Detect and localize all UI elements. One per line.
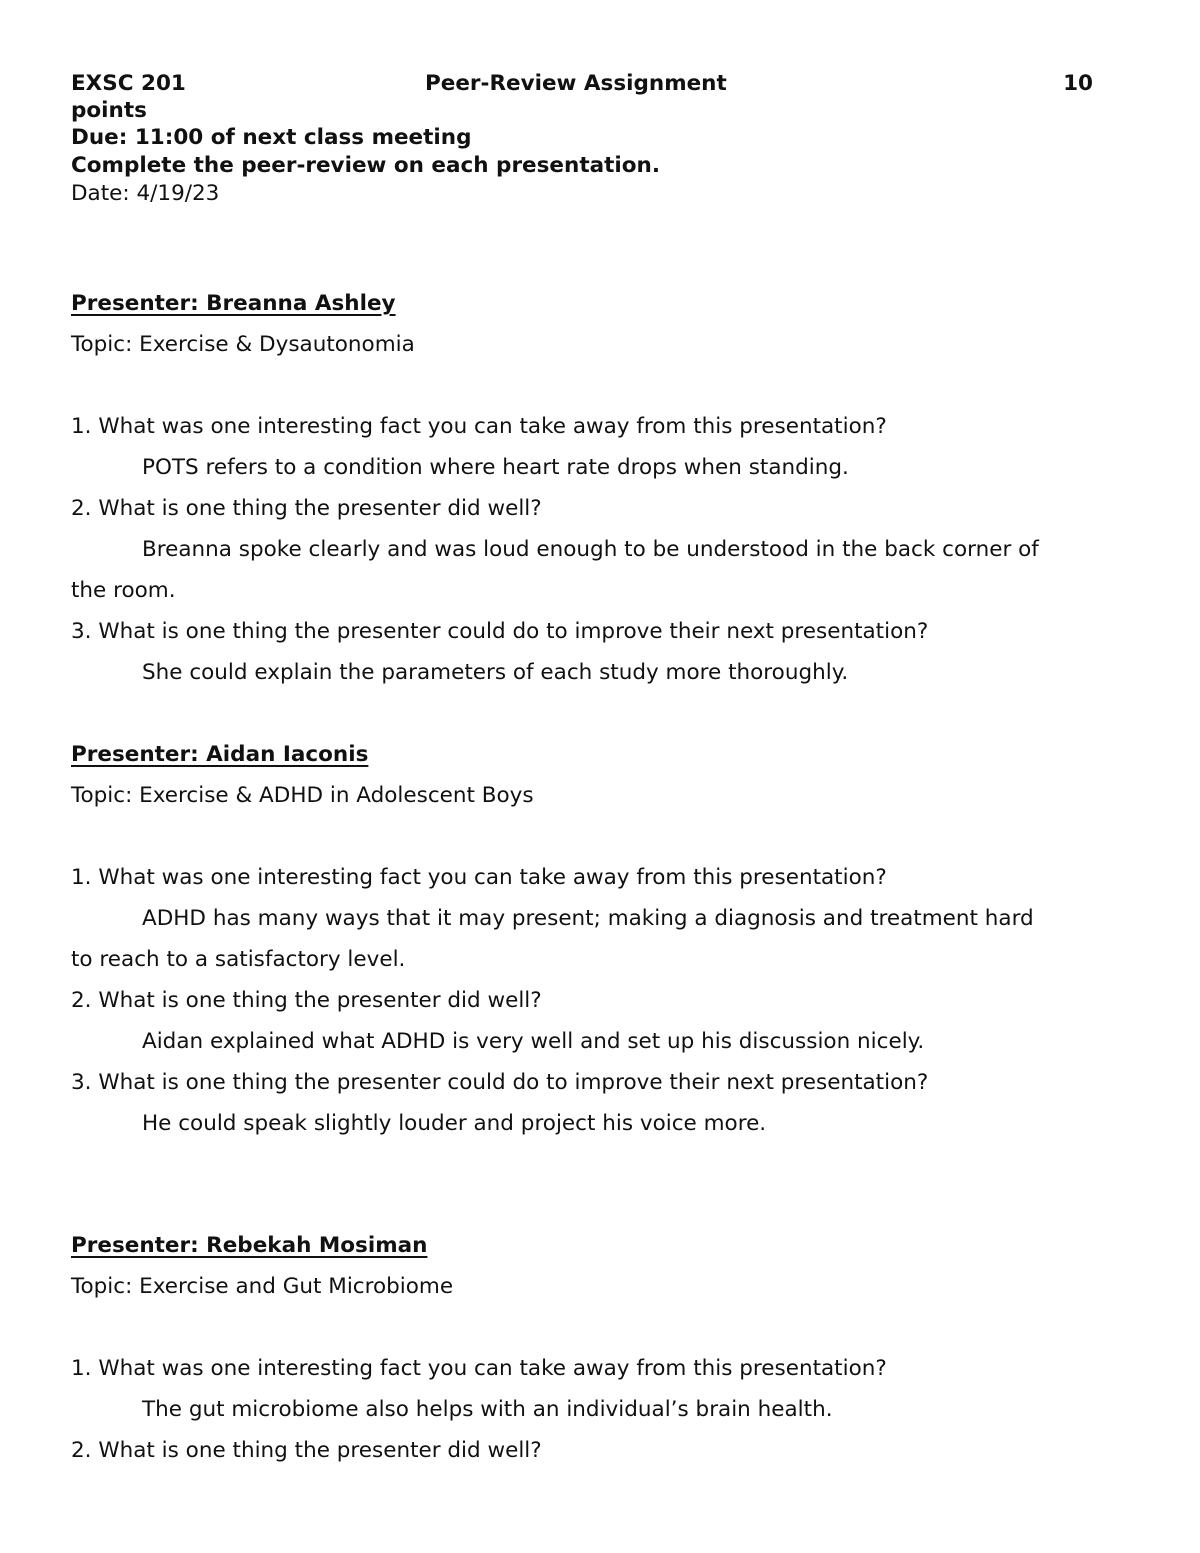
answer-1: POTS refers to a condition where heart rate drops when standing. xyxy=(142,455,849,480)
question-2: 2. What is one thing the presenter did well? xyxy=(71,1438,542,1463)
question-1: 1. What was one interesting fact you can take away from this presentation? xyxy=(71,414,887,439)
question-3: 3. What is one thing the presenter could do to improve their next presentation? xyxy=(71,1070,929,1095)
answer-1: The gut microbiome also helps with an individual’s brain health. xyxy=(142,1397,833,1422)
instruction-line: Complete the peer-review on each presentation. xyxy=(71,153,660,178)
presenter-heading: Presenter: Aidan Iaconis xyxy=(71,742,369,767)
answer-2: Aidan explained what ADHD is very well and set up his discussion nicely. xyxy=(142,1029,925,1054)
answer-2-line-1: Breanna spoke clearly and was loud enough to be understood in the back corner of xyxy=(142,537,1039,562)
topic-line: Topic: Exercise & Dysautonomia xyxy=(71,332,415,357)
topic-line: Topic: Exercise and Gut Microbiome xyxy=(71,1274,454,1299)
question-1: 1. What was one interesting fact you can take away from this presentation? xyxy=(71,865,887,890)
date-line: Date: 4/19/23 xyxy=(71,181,220,206)
course-code: EXSC 201 xyxy=(71,71,186,96)
presenter-heading: Presenter: Breanna Ashley xyxy=(71,291,396,316)
topic-line: Topic: Exercise & ADHD in Adolescent Boys xyxy=(71,783,534,808)
answer-3: She could explain the parameters of each study more thoroughly. xyxy=(142,660,849,685)
question-1: 1. What was one interesting fact you can take away from this presentation? xyxy=(71,1356,887,1381)
question-2: 2. What is one thing the presenter did well? xyxy=(71,496,542,521)
header-row xyxy=(71,70,1093,98)
question-3: 3. What is one thing the presenter could do to improve their next presentation? xyxy=(71,619,929,644)
due-line: Due: 11:00 of next class meeting xyxy=(71,125,472,150)
answer-2-line-2: the room. xyxy=(71,578,176,603)
assignment-title: Peer-Review Assignment xyxy=(425,71,727,96)
points-value: 10 xyxy=(1063,71,1093,96)
answer-1-line-1: ADHD has many ways that it may present; making a diagnosis and treatment hard xyxy=(142,906,1034,931)
points-label: points xyxy=(71,98,147,123)
question-2: 2. What is one thing the presenter did well? xyxy=(71,988,542,1013)
answer-3: He could speak slightly louder and project his voice more. xyxy=(142,1111,767,1136)
answer-1-line-2: to reach to a satisfactory level. xyxy=(71,947,406,972)
presenter-heading: Presenter: Rebekah Mosiman xyxy=(71,1233,428,1258)
